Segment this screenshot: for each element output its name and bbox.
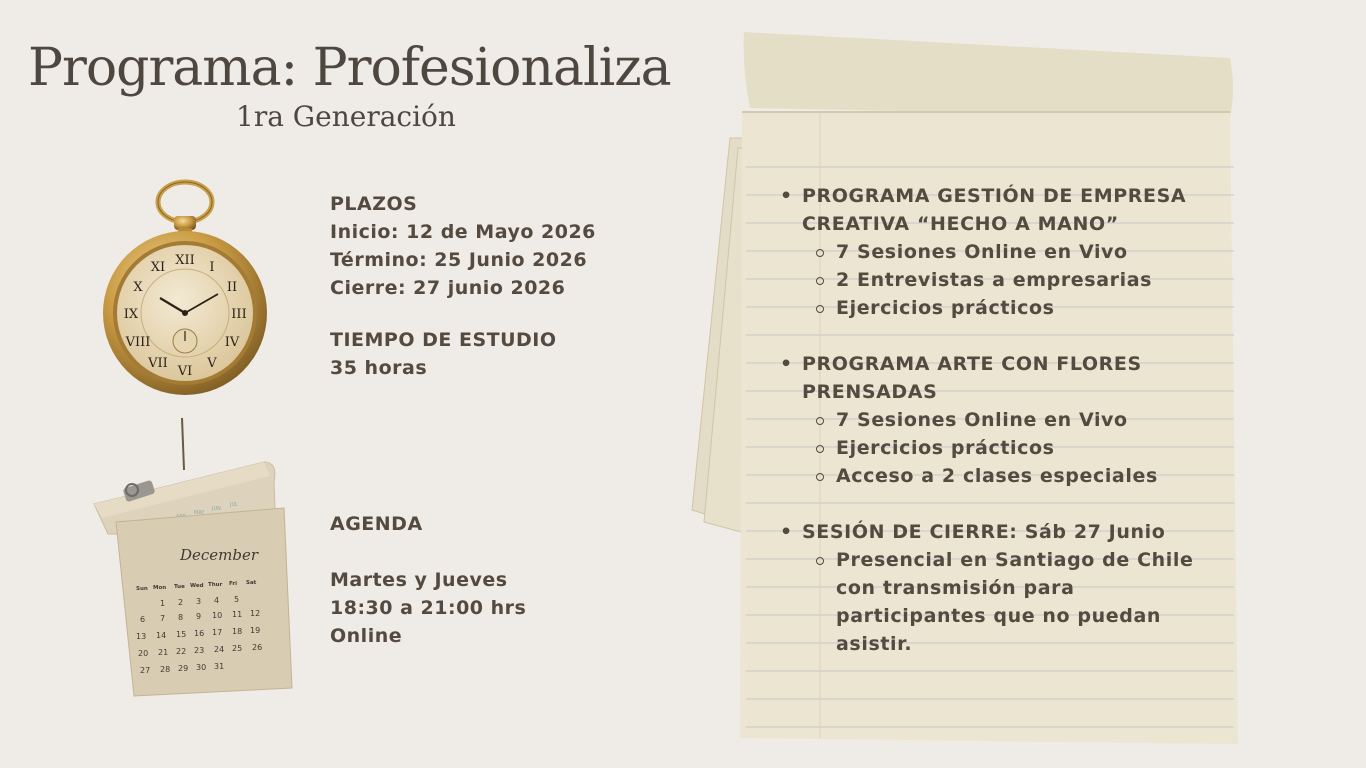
svg-text:VI: VI bbox=[177, 364, 193, 379]
svg-text:MAY: MAY bbox=[194, 510, 205, 516]
svg-text:XII: XII bbox=[175, 253, 195, 268]
svg-text:Mon: Mon bbox=[153, 585, 167, 591]
tiempo-section bbox=[330, 326, 557, 382]
agenda-heading: AGENDA bbox=[330, 513, 423, 535]
program-heading: • PROGRAMA GESTIÓN DE EMPRESA CREATIVA “HECHO A MANO” bbox=[802, 185, 1187, 235]
svg-text:16: 16 bbox=[194, 629, 205, 638]
program-item bbox=[780, 350, 1220, 490]
svg-text:31: 31 bbox=[214, 662, 225, 671]
svg-text:10: 10 bbox=[212, 611, 223, 620]
program-subitem: Acceso a 2 clases especiales bbox=[802, 462, 1220, 490]
svg-text:IX: IX bbox=[123, 307, 139, 322]
svg-text:Sat: Sat bbox=[246, 580, 257, 586]
svg-text:18: 18 bbox=[232, 627, 243, 636]
svg-text:21: 21 bbox=[158, 648, 169, 657]
svg-text:III: III bbox=[231, 307, 247, 322]
program-item bbox=[780, 182, 1220, 322]
svg-text:JUN: JUN bbox=[212, 506, 221, 512]
svg-text:2: 2 bbox=[178, 598, 184, 607]
page-subtitle: 1ra Generación bbox=[236, 100, 456, 133]
svg-text:JUL: JUL bbox=[230, 502, 238, 508]
svg-text:V: V bbox=[207, 356, 217, 371]
svg-text:25: 25 bbox=[232, 644, 243, 653]
svg-text:I: I bbox=[209, 260, 215, 275]
svg-text:23: 23 bbox=[194, 646, 205, 655]
program-subitem: 7 Sesiones Online en Vivo bbox=[802, 406, 1220, 434]
svg-text:14: 14 bbox=[156, 631, 167, 640]
svg-text:7: 7 bbox=[160, 614, 166, 623]
svg-text:Sun: Sun bbox=[136, 586, 148, 592]
plazos-termino: Término: 25 Junio 2026 bbox=[330, 249, 588, 271]
svg-text:28: 28 bbox=[160, 665, 171, 674]
svg-text:30: 30 bbox=[196, 663, 207, 672]
svg-text:II: II bbox=[226, 280, 238, 295]
programs-list bbox=[780, 182, 1220, 686]
pocket-watch-icon bbox=[100, 178, 272, 400]
svg-text:5: 5 bbox=[234, 595, 240, 604]
svg-text:19: 19 bbox=[250, 626, 261, 635]
svg-text:6: 6 bbox=[140, 615, 146, 624]
svg-text:Fri: Fri bbox=[229, 581, 238, 587]
tiempo-heading: TIEMPO DE ESTUDIO bbox=[330, 329, 557, 351]
svg-text:26: 26 bbox=[252, 643, 263, 652]
svg-text:1: 1 bbox=[160, 599, 166, 608]
tiempo-value: 35 horas bbox=[330, 357, 428, 379]
calendar-icon bbox=[88, 418, 298, 700]
svg-text:VII: VII bbox=[148, 356, 168, 371]
svg-text:24: 24 bbox=[214, 645, 225, 654]
svg-text:4: 4 bbox=[214, 596, 220, 605]
svg-text:15: 15 bbox=[176, 630, 187, 639]
svg-text:12: 12 bbox=[250, 609, 261, 618]
plazos-inicio: Inicio: 12 de Mayo 2026 bbox=[330, 221, 596, 243]
svg-text:27: 27 bbox=[140, 666, 151, 675]
program-subitem: Ejercicios prácticos bbox=[802, 434, 1220, 462]
page-title: Programa: Profesionaliza bbox=[28, 38, 671, 98]
program-subitem: 7 Sesiones Online en Vivo bbox=[802, 238, 1220, 266]
program-heading: • SESIÓN DE CIERRE: Sáb 27 Junio bbox=[802, 521, 1166, 543]
svg-text:29: 29 bbox=[178, 664, 189, 673]
program-subitem: Ejercicios prácticos bbox=[802, 294, 1220, 322]
program-subitem: Presencial en Santiago de Chile con transmisión para participantes que no puedan asistir. bbox=[802, 546, 1220, 658]
plazos-heading: PLAZOS bbox=[330, 193, 418, 215]
svg-text:Wed: Wed bbox=[190, 583, 204, 589]
svg-text:20: 20 bbox=[138, 649, 149, 658]
svg-text:11: 11 bbox=[232, 610, 243, 619]
svg-text:22: 22 bbox=[176, 647, 187, 656]
svg-text:Thur: Thur bbox=[208, 582, 223, 588]
agenda-section bbox=[330, 510, 526, 650]
plazos-section bbox=[330, 190, 596, 302]
agenda-hours: 18:30 a 21:00 hrs bbox=[330, 597, 527, 619]
svg-text:IV: IV bbox=[224, 335, 240, 350]
svg-text:3: 3 bbox=[196, 597, 202, 606]
svg-text:X: X bbox=[133, 280, 143, 295]
svg-text:VIII: VIII bbox=[125, 335, 151, 350]
svg-text:XI: XI bbox=[150, 260, 166, 275]
agenda-mode: Online bbox=[330, 625, 403, 647]
program-item bbox=[780, 518, 1220, 658]
plazos-cierre: Cierre: 27 junio 2026 bbox=[330, 277, 566, 299]
program-subitem: 2 Entrevistas a empresarias bbox=[802, 266, 1220, 294]
program-heading: • PROGRAMA ARTE CON FLORES PRENSADAS bbox=[802, 353, 1142, 403]
svg-text:17: 17 bbox=[212, 628, 223, 637]
svg-text:December: December bbox=[180, 546, 259, 564]
svg-text:8: 8 bbox=[178, 613, 184, 622]
svg-text:9: 9 bbox=[196, 612, 202, 621]
agenda-days: Martes y Jueves bbox=[330, 569, 508, 591]
svg-text:13: 13 bbox=[136, 632, 147, 641]
svg-text:Tue: Tue bbox=[174, 584, 185, 590]
